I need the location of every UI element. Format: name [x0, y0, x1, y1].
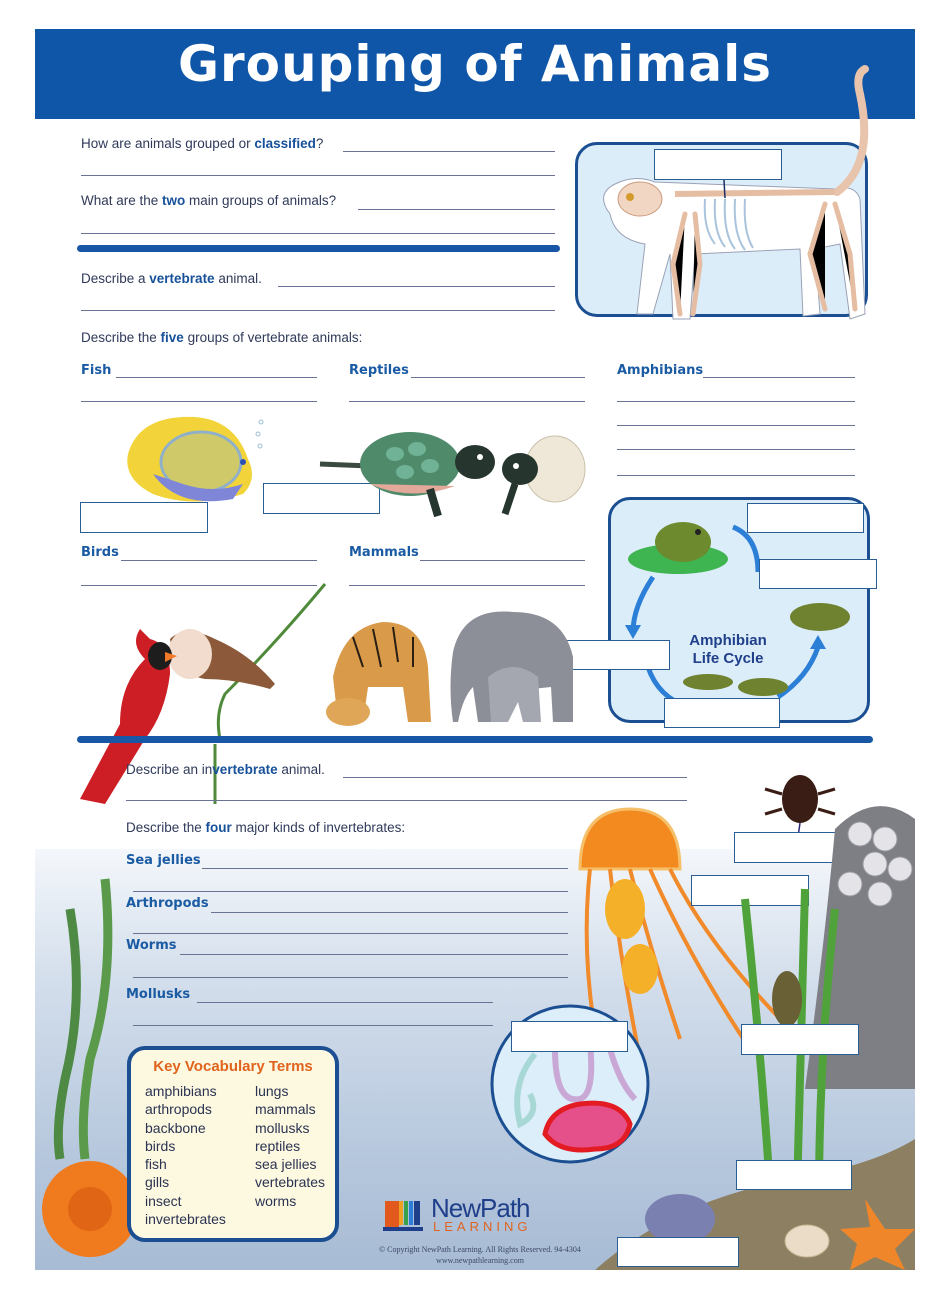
answer-line[interactable]: [411, 377, 585, 378]
answer-line[interactable]: [617, 401, 855, 402]
answer-line[interactable]: [81, 310, 555, 311]
question-two-groups: What are the two main groups of animals?: [81, 193, 337, 208]
section-divider: [77, 736, 873, 743]
page-title: Grouping of Animals: [177, 35, 773, 93]
section-divider: [77, 245, 560, 252]
vocab-term: mammals: [255, 1101, 316, 1118]
vocab-term: sea jellies: [255, 1156, 317, 1173]
vocab-term: fish: [145, 1156, 167, 1173]
label-box-froglet[interactable]: [759, 559, 877, 589]
group-label-sea-jellies: Sea jellies: [126, 853, 201, 868]
question-vertebrate: Describe a vertebrate animal.: [81, 271, 262, 286]
group-label-reptiles: Reptiles: [349, 363, 409, 378]
group-label-amphibians: Amphibians: [617, 363, 704, 378]
answer-line[interactable]: [349, 585, 585, 586]
answer-line[interactable]: [133, 891, 568, 892]
copyright-text: © Copyright NewPath Learning. All Rights Reserved. 94-4304: [379, 1245, 581, 1254]
answer-line[interactable]: [197, 1002, 493, 1003]
answer-line[interactable]: [116, 377, 317, 378]
vocab-term: worms: [255, 1192, 297, 1209]
answer-line[interactable]: [211, 912, 568, 913]
answer-line[interactable]: [617, 425, 855, 426]
vocab-term: mollusks: [255, 1119, 310, 1136]
answer-line[interactable]: [358, 209, 555, 210]
vocab-term: amphibians: [145, 1083, 217, 1099]
vocab-term: reptiles: [255, 1137, 301, 1154]
group-label-arthropods: Arthropods: [126, 896, 209, 911]
label-pointer-line: [723, 180, 727, 200]
vocab-term: invertebrates: [145, 1211, 226, 1228]
cat-skeleton-illustration: [575, 64, 885, 324]
group-label-mammals: Mammals: [349, 545, 419, 560]
group-label-mollusks: Mollusks: [126, 987, 191, 1002]
logo-wordmark-top: NewPath: [431, 1193, 530, 1223]
answer-line[interactable]: [343, 151, 555, 152]
answer-line[interactable]: [349, 401, 585, 402]
answer-line[interactable]: [81, 175, 555, 176]
newpath-logo: [383, 1195, 573, 1235]
logo-wordmark-bottom: LEARNING: [433, 1219, 532, 1234]
vocab-term: lungs: [255, 1083, 289, 1099]
answer-line[interactable]: [278, 286, 555, 287]
life-cycle-title-line2: Life Cycle: [692, 650, 764, 667]
question-four-kinds: Describe the four major kinds of invertebrates:: [126, 820, 406, 835]
life-cycle-title-line1: Amphibian: [689, 632, 767, 649]
worksheet: [35, 29, 915, 1270]
answer-line[interactable]: [180, 954, 568, 955]
label-box-clam[interactable]: [736, 1160, 852, 1190]
vocab-term: gills: [145, 1174, 170, 1191]
book-logo-icon: [383, 1197, 425, 1233]
label-box-backbone[interactable]: [654, 149, 782, 180]
vocab-term: birds: [145, 1137, 176, 1154]
copyright-footer: [335, 1244, 625, 1266]
key-vocabulary-box: [127, 1046, 339, 1242]
question-five-groups: Describe the five groups of vertebrate animals:: [81, 330, 363, 345]
answer-line[interactable]: [703, 377, 855, 378]
answer-line[interactable]: [343, 777, 687, 778]
label-box-snail[interactable]: [741, 1024, 859, 1055]
vocab-term: arthropods: [145, 1101, 212, 1118]
group-label-birds: Birds: [81, 545, 119, 560]
label-box-tadpole[interactable]: [664, 698, 780, 728]
answer-line[interactable]: [81, 401, 317, 402]
vocab-term: insect: [145, 1192, 182, 1209]
vocab-term: backbone: [145, 1119, 206, 1136]
website-link[interactable]: www.newpathlearning.com: [436, 1256, 524, 1265]
group-label-fish: Fish: [81, 363, 112, 378]
answer-line[interactable]: [121, 560, 317, 561]
vocabulary-column-1: [145, 1082, 226, 1228]
answer-line[interactable]: [617, 449, 855, 450]
label-box-worm[interactable]: [511, 1021, 628, 1052]
question-classified: How are animals grouped or classified?: [81, 136, 324, 151]
answer-line[interactable]: [133, 977, 568, 978]
label-box-fish-fin[interactable]: [80, 502, 208, 533]
mammals-illustration: [313, 607, 603, 732]
group-label-worms: Worms: [126, 938, 177, 953]
answer-line[interactable]: [126, 800, 687, 801]
vocab-term: vertebrates: [255, 1174, 326, 1191]
answer-line[interactable]: [133, 1025, 493, 1026]
answer-line[interactable]: [202, 868, 568, 869]
turtles-illustration: [320, 424, 610, 519]
answer-line[interactable]: [133, 933, 568, 934]
answer-line[interactable]: [81, 233, 555, 234]
question-invertebrate: Describe an invertebrate animal.: [126, 762, 325, 777]
label-box-adult-frog[interactable]: [747, 503, 864, 533]
answer-line[interactable]: [617, 475, 855, 476]
seaweed-illustration: [35, 879, 125, 1159]
vocabulary-title: Key Vocabulary Terms: [153, 1058, 313, 1075]
answer-line[interactable]: [420, 560, 585, 561]
label-box-hermit-crab[interactable]: [617, 1237, 739, 1267]
vocabulary-column-2: [255, 1082, 325, 1210]
angelfish-illustration: [123, 414, 273, 509]
